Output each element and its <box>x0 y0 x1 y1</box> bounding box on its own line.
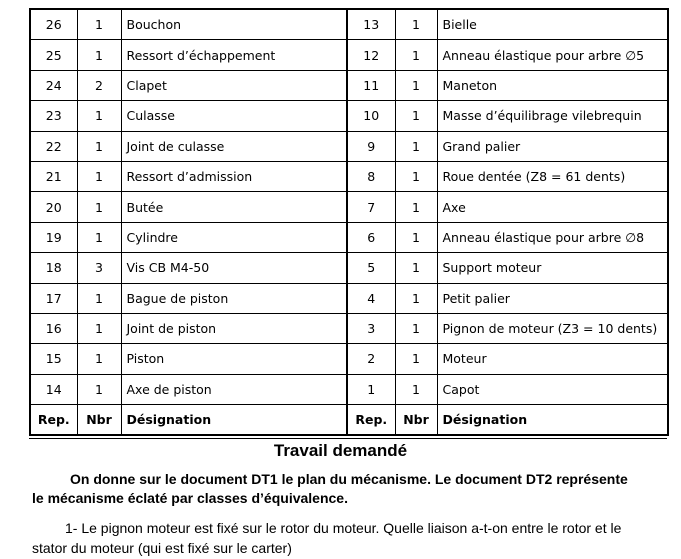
part-rep: 15 <box>30 344 77 374</box>
part-qty: 1 <box>395 283 437 313</box>
header-rep: Rep. <box>30 405 77 436</box>
question-1-line-1: 1- Le pignon moteur est fixé sur le rotor du moteur. Quelle liaison a-t-on entre le rotor et le <box>65 520 622 536</box>
part-designation: Bouchon <box>121 9 347 40</box>
parts-list-table-wrapper <box>29 8 667 436</box>
part-designation: Culasse <box>121 101 347 131</box>
part-qty: 3 <box>77 253 121 283</box>
part-rep: 13 <box>347 9 395 40</box>
part-qty: 1 <box>395 101 437 131</box>
part-rep: 18 <box>30 253 77 283</box>
part-designation: Clapet <box>121 70 347 100</box>
part-designation: Ressort d’échappement <box>121 40 347 70</box>
part-designation: Pignon de moteur (Z3 = 10 dents) <box>437 313 668 343</box>
part-designation: Butée <box>121 192 347 222</box>
table-row <box>30 40 668 70</box>
part-rep: 1 <box>347 374 395 404</box>
part-rep: 3 <box>347 313 395 343</box>
part-rep: 5 <box>347 253 395 283</box>
header-designation: Désignation <box>437 405 668 436</box>
part-designation: Grand palier <box>437 131 668 161</box>
part-designation: Cylindre <box>121 222 347 252</box>
part-rep: 2 <box>347 344 395 374</box>
part-designation: Maneton <box>437 70 668 100</box>
part-designation: Support moteur <box>437 253 668 283</box>
part-qty: 1 <box>395 374 437 404</box>
part-qty: 1 <box>77 40 121 70</box>
intro-paragraph <box>32 470 672 508</box>
part-qty: 1 <box>395 192 437 222</box>
table-row <box>30 70 668 100</box>
part-qty: 1 <box>77 283 121 313</box>
part-designation: Roue dentée (Z8 = 61 dents) <box>437 161 668 191</box>
part-qty: 2 <box>77 70 121 100</box>
question-1 <box>32 518 672 558</box>
table-row <box>30 222 668 252</box>
intro-line-1: On donne sur le document DT1 le plan du mécanisme. Le document DT2 représente <box>70 471 628 487</box>
part-designation: Ressort d’admission <box>121 161 347 191</box>
header-designation: Désignation <box>121 405 347 436</box>
part-qty: 1 <box>77 101 121 131</box>
part-designation: Axe de piston <box>121 374 347 404</box>
part-designation: Bague de piston <box>121 283 347 313</box>
part-rep: 17 <box>30 283 77 313</box>
table-row <box>30 161 668 191</box>
table-row <box>30 192 668 222</box>
part-designation: Anneau élastique pour arbre ∅5 <box>437 40 668 70</box>
section-divider <box>29 434 667 439</box>
part-rep: 20 <box>30 192 77 222</box>
part-designation: Capot <box>437 374 668 404</box>
parts-table-body <box>30 9 668 435</box>
table-row <box>30 313 668 343</box>
table-row <box>30 374 668 404</box>
part-designation: Vis CB M4-50 <box>121 253 347 283</box>
part-qty: 1 <box>77 222 121 252</box>
part-designation: Moteur <box>437 344 668 374</box>
part-rep: 7 <box>347 192 395 222</box>
part-rep: 23 <box>30 101 77 131</box>
header-rep: Rep. <box>347 405 395 436</box>
part-qty: 1 <box>77 344 121 374</box>
part-rep: 16 <box>30 313 77 343</box>
part-rep: 6 <box>347 222 395 252</box>
table-row <box>30 101 668 131</box>
part-rep: 24 <box>30 70 77 100</box>
part-rep: 21 <box>30 161 77 191</box>
part-rep: 22 <box>30 131 77 161</box>
part-qty: 1 <box>395 70 437 100</box>
part-qty: 1 <box>77 192 121 222</box>
part-qty: 1 <box>77 9 121 40</box>
table-row <box>30 131 668 161</box>
intro-line-2: le mécanisme éclaté par classes d’équivalence. <box>32 490 348 506</box>
part-designation: Bielle <box>437 9 668 40</box>
part-rep: 11 <box>347 70 395 100</box>
part-qty: 1 <box>77 161 121 191</box>
part-designation: Joint de piston <box>121 313 347 343</box>
part-qty: 1 <box>395 253 437 283</box>
part-rep: 14 <box>30 374 77 404</box>
table-row <box>30 253 668 283</box>
part-qty: 1 <box>395 9 437 40</box>
part-designation: Axe <box>437 192 668 222</box>
section-title: Travail demandé <box>273 441 408 460</box>
part-rep: 26 <box>30 9 77 40</box>
part-qty: 1 <box>77 374 121 404</box>
part-rep: 12 <box>347 40 395 70</box>
table-row <box>30 9 668 40</box>
part-rep: 10 <box>347 101 395 131</box>
part-rep: 9 <box>347 131 395 161</box>
table-row <box>30 344 668 374</box>
part-designation: Piston <box>121 344 347 374</box>
part-qty: 1 <box>395 131 437 161</box>
part-qty: 1 <box>395 344 437 374</box>
table-header-row <box>30 405 668 436</box>
part-rep: 19 <box>30 222 77 252</box>
header-nbr: Nbr <box>77 405 121 436</box>
part-qty: 1 <box>395 161 437 191</box>
part-designation: Anneau élastique pour arbre ∅8 <box>437 222 668 252</box>
question-1-line-2: stator du moteur (qui est fixé sur le carter) <box>32 540 292 556</box>
table-row <box>30 283 668 313</box>
part-qty: 1 <box>395 40 437 70</box>
part-qty: 1 <box>77 313 121 343</box>
part-designation: Petit palier <box>437 283 668 313</box>
part-rep: 4 <box>347 283 395 313</box>
parts-list-table <box>29 8 669 436</box>
part-qty: 1 <box>395 222 437 252</box>
part-qty: 1 <box>395 313 437 343</box>
part-rep: 8 <box>347 161 395 191</box>
part-designation: Joint de culasse <box>121 131 347 161</box>
header-nbr: Nbr <box>395 405 437 436</box>
part-qty: 1 <box>77 131 121 161</box>
part-designation: Masse d’équilibrage vilebrequin <box>437 101 668 131</box>
part-rep: 25 <box>30 40 77 70</box>
